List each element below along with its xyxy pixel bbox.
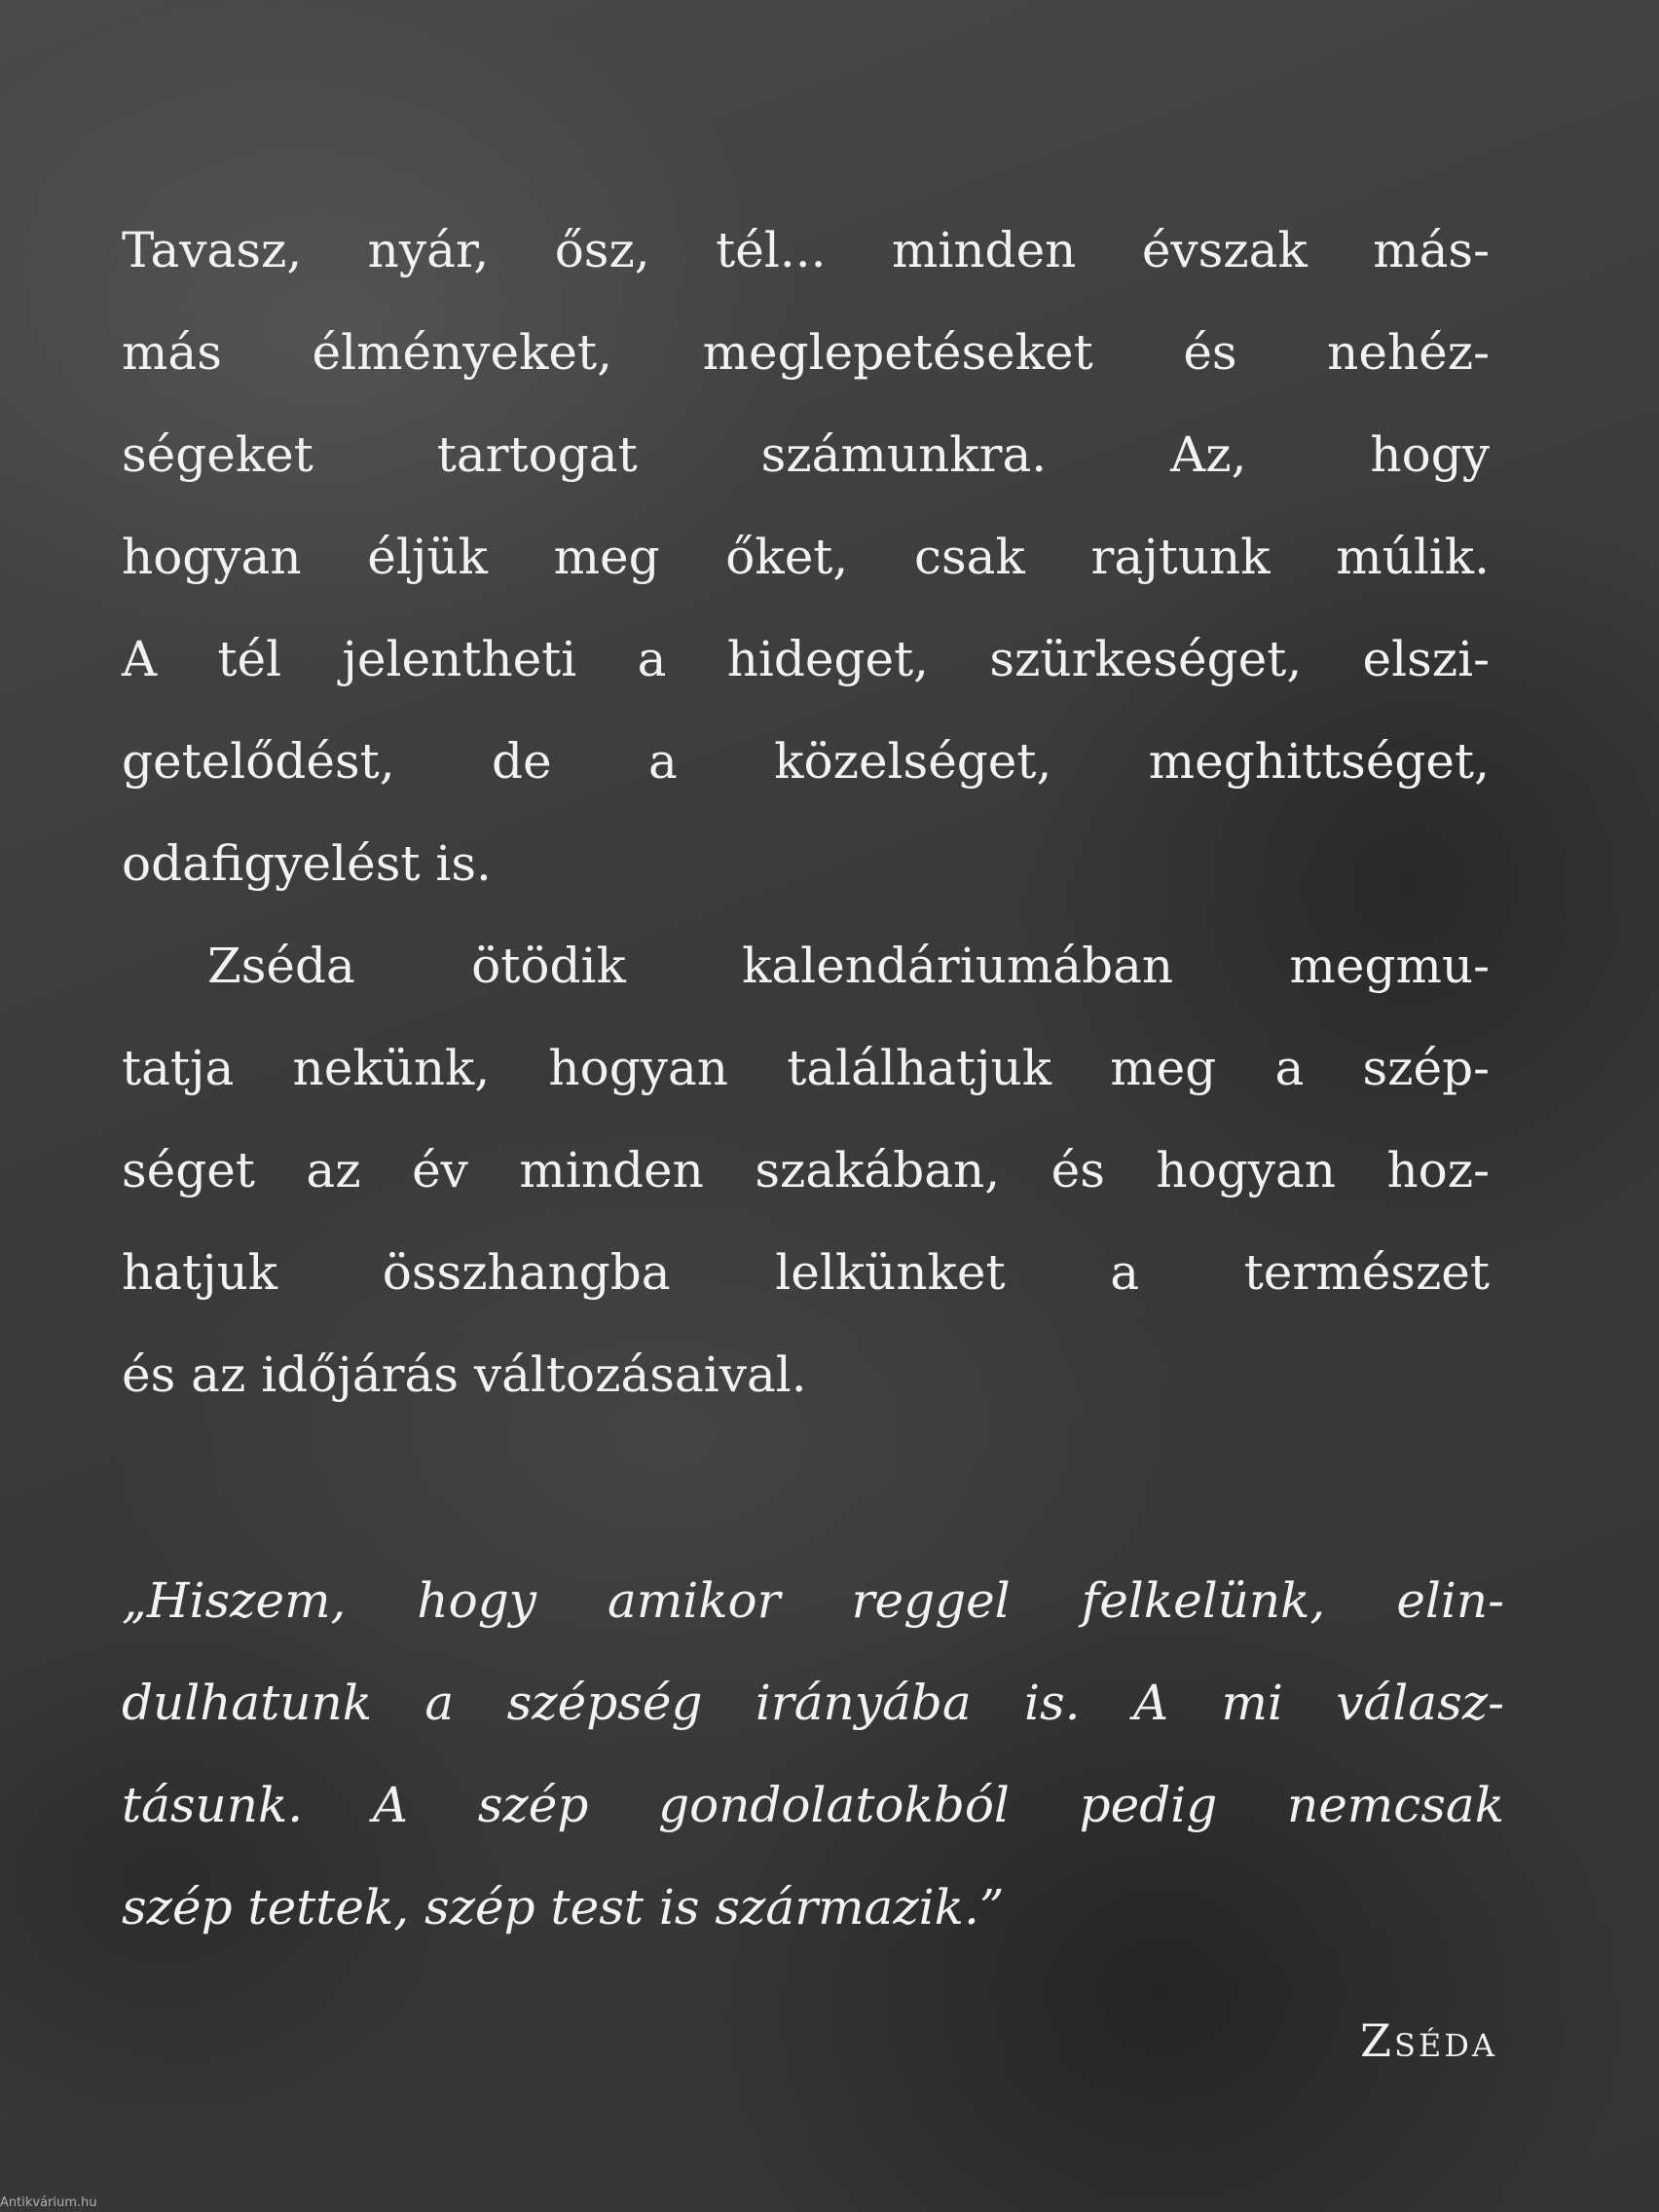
- paragraph-2-line: és az időjárás változásaival.: [122, 1346, 807, 1403]
- paragraph-2-line: séget az év minden szakában, és hogyan hoz-: [122, 1142, 1490, 1198]
- paragraph-1-line: hogyan éljük meg őket, csak rajtunk múlik.: [122, 529, 1490, 585]
- paragraph-1-line: Tavasz, nyár, ősz, tél... minden évszak más-: [122, 222, 1490, 278]
- paragraph-1-line: A tél jelentheti a hideget, szürkeséget, elszi-: [122, 631, 1490, 687]
- paragraph-1-line: getelődést, de a közelséget, meghittséget,: [122, 733, 1490, 790]
- paragraph-2-line: hatjuk összhangba lelkünket a természet: [122, 1244, 1490, 1301]
- paragraph-2-line: tatja nekünk, hogyan találhatjuk meg a szép-: [122, 1040, 1490, 1096]
- quote-author: Zséda: [1359, 2014, 1497, 2067]
- quote-line: „Hiszem, hogy amikor reggel felkelünk, elin-: [122, 1572, 1504, 1629]
- watermark-text: Antikvárium.hu: [0, 2195, 97, 2210]
- quote-line: tásunk. A szép gondolatokból pedig nemcsak: [122, 1777, 1504, 1833]
- quote-line: szép tettek, szép test is származik.”: [122, 1879, 1005, 1936]
- quote-text: [122, 1550, 1504, 1959]
- paragraph-1-line: odafigyelést is.: [122, 835, 492, 892]
- quote-line: dulhatunk a szépség irányába is. A mi válasz-: [122, 1675, 1504, 1731]
- paragraph-2-line: Zséda ötödik kalendáriumában megmu-: [207, 938, 1490, 994]
- paragraph-1-line: ségeket tartogat számunkra. Az, hogy: [122, 426, 1490, 483]
- paragraph-1-line: más élményeket, meglepetéseket és nehéz-: [122, 324, 1490, 381]
- blurb-text: [122, 200, 1490, 1426]
